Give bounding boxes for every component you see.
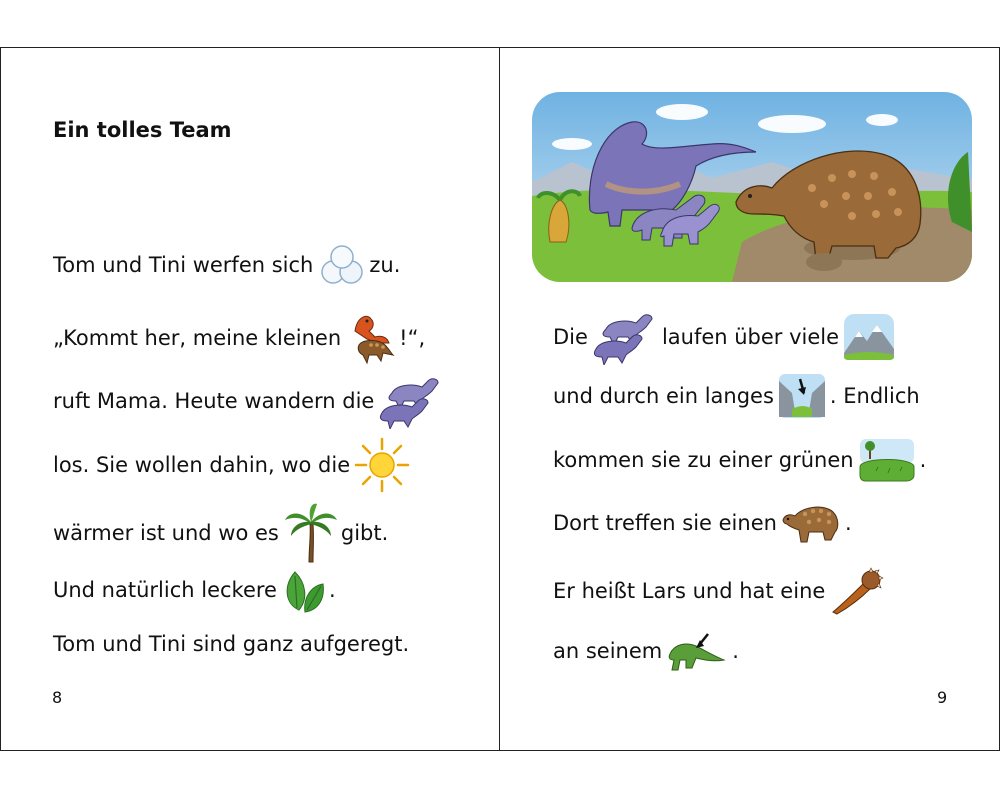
story-text: zu. xyxy=(369,253,401,277)
dinosaur-meadow-illustration xyxy=(532,92,972,282)
story-text: los. Sie wollen dahin, wo die xyxy=(53,453,351,477)
story-text: !“, xyxy=(399,326,426,350)
ankylosaurus-icon xyxy=(781,502,841,544)
story-text: kommen sie zu einer grünen xyxy=(553,448,854,472)
story-text: Er heißt Lars und hat eine xyxy=(553,579,826,603)
baby-dinos-icon xyxy=(345,309,395,367)
page-number: 8 xyxy=(52,688,63,707)
story-line-10 xyxy=(553,437,926,483)
page-number: 9 xyxy=(937,688,948,707)
story-text: „Kommt her, meine kleinen xyxy=(53,326,342,350)
story-text: an seinem xyxy=(553,639,663,663)
valley-icon xyxy=(778,373,826,419)
story-text: . xyxy=(732,639,739,663)
story-line-3 xyxy=(53,373,448,429)
story-line-11 xyxy=(553,502,852,544)
story-text: Tom und Tini werfen sich xyxy=(53,253,314,277)
sun-icon xyxy=(354,437,410,493)
story-line-9 xyxy=(553,373,920,419)
club-tail-icon xyxy=(829,566,885,616)
snowballs-icon xyxy=(317,244,365,286)
story-line-1 xyxy=(53,244,400,286)
story-line-6 xyxy=(53,566,336,614)
story-text: . xyxy=(919,448,927,472)
dino-herd-icon xyxy=(378,373,444,429)
story-text: . Endlich xyxy=(829,384,920,408)
meadow-icon xyxy=(858,437,916,483)
story-line-4 xyxy=(53,437,414,493)
story-line-2 xyxy=(53,309,425,367)
story-text: wärmer ist und wo es xyxy=(53,521,279,545)
story-text: Dort treffen sie einen xyxy=(553,511,777,535)
story-text: ruft Mama. Heute wandern die xyxy=(53,389,375,413)
story-text: Die xyxy=(553,325,588,349)
leaves-icon xyxy=(281,566,325,614)
story-line-13 xyxy=(553,630,739,672)
palm-tree-icon xyxy=(283,502,337,564)
story-text: und durch ein langes xyxy=(553,384,774,408)
tail-icon xyxy=(666,630,728,672)
story-line-7 xyxy=(53,630,409,658)
story-line-5 xyxy=(53,502,388,564)
story-text: gibt. xyxy=(340,521,389,545)
story-text: laufen über viele xyxy=(661,325,840,349)
dino-herd-icon xyxy=(592,309,658,365)
page-title: Ein tolles Team xyxy=(53,118,232,142)
story-line-12 xyxy=(553,566,889,616)
mountains-icon xyxy=(843,313,895,361)
story-text: . xyxy=(328,578,336,602)
story-text: Tom und Tini sind ganz aufgeregt. xyxy=(53,632,410,656)
story-text: Und natürlich leckere xyxy=(53,578,277,602)
story-line-8 xyxy=(553,309,899,365)
story-text: . xyxy=(844,511,852,535)
